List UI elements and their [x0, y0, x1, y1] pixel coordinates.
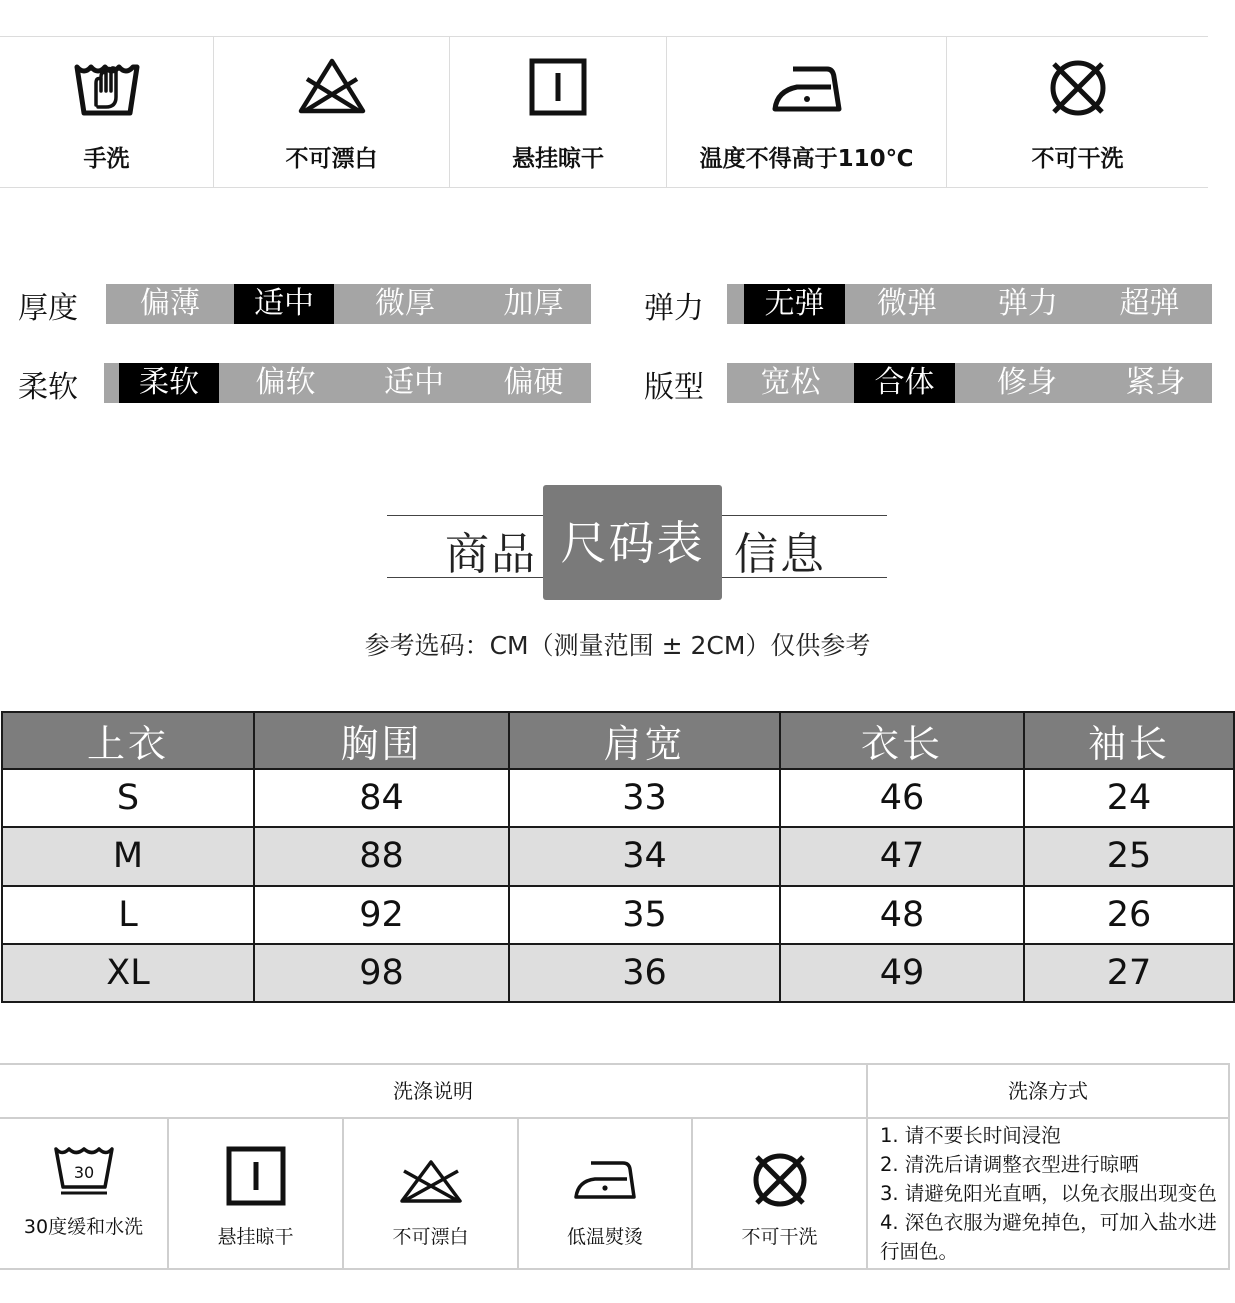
table-cell: 92	[254, 886, 509, 944]
wash-instructions-header: 洗涤说明	[393, 1079, 473, 1103]
table-cell: 88	[254, 827, 509, 885]
thickness-option-selected: 适中	[234, 284, 334, 324]
hand-wash-icon	[74, 57, 140, 117]
header-cell: 肩宽	[509, 712, 780, 769]
wash-hang-dry-cell	[169, 1119, 342, 1268]
reference-note: 参考选码：CM（测量范围 ± 2CM）仅供参考	[364, 631, 871, 660]
table-cell: 98	[254, 944, 509, 1002]
table-cell: 26	[1024, 886, 1234, 944]
wash-label: 低温熨烫	[566, 1226, 643, 1248]
thickness-label: 厚度	[18, 291, 78, 326]
header-cell: 胸围	[254, 712, 509, 769]
wash-methods-header: 洗涤方式	[1008, 1079, 1088, 1103]
fit-option: 紧身	[1125, 365, 1186, 400]
care-hand-wash	[0, 37, 213, 187]
elasticity-scale	[727, 284, 1212, 324]
table-cell: 35	[509, 886, 780, 944]
wash-note: 3. 请避免阳光直晒，以免衣服出现变色	[880, 1182, 1217, 1205]
care-no-dry-clean	[947, 37, 1208, 187]
care-icon-strip	[0, 36, 1208, 188]
table-cell: 33	[509, 769, 780, 827]
wash-methods-list	[880, 1121, 1226, 1266]
elasticity-option-selected: 无弹	[744, 284, 845, 324]
table-row	[2, 944, 1234, 1002]
softness-option: 偏软	[255, 365, 316, 400]
softness-option: 偏硬	[503, 365, 564, 400]
care-no-bleach	[214, 37, 449, 187]
header-cell: 上衣	[2, 712, 254, 769]
title-center: 尺码表	[560, 516, 705, 570]
softness-option: 适中	[384, 365, 444, 400]
table-cell: S	[2, 769, 254, 827]
header-cell: 袖长	[1024, 712, 1234, 769]
wash-label: 不可漂白	[392, 1226, 469, 1248]
fit-option: 宽松	[760, 365, 821, 400]
table-row	[2, 769, 1234, 827]
table-row	[2, 886, 1234, 944]
table-cell: L	[2, 886, 254, 944]
wash-label: 悬挂晾干	[217, 1226, 294, 1248]
thickness-scale	[106, 284, 591, 324]
wash-note: 4. 深色衣服为避免掉色，可加入盐水进	[880, 1211, 1217, 1234]
care-iron	[667, 37, 946, 187]
softness-label: 柔软	[18, 370, 78, 405]
no-bleach-icon	[398, 1159, 464, 1205]
table-cell: 47	[780, 827, 1024, 885]
table-row	[2, 827, 1234, 885]
elasticity-option: 超弹	[1119, 286, 1180, 321]
wash-note: 行固色。	[880, 1240, 959, 1263]
table-cell: M	[2, 827, 254, 885]
thickness-option: 偏薄	[140, 286, 200, 321]
table-cell: 24	[1024, 769, 1234, 827]
care-label: 不可漂白	[285, 146, 378, 172]
table-cell: 25	[1024, 827, 1234, 885]
size-table	[1, 711, 1235, 1003]
table-cell: 49	[780, 944, 1024, 1002]
no-dry-clean-icon	[1047, 57, 1109, 119]
wash-no-dry-clean-cell	[693, 1119, 866, 1268]
title-left: 商品	[445, 529, 537, 580]
table-cell: 48	[780, 886, 1024, 944]
care-label: 不可干洗	[1031, 146, 1124, 172]
care-label: 手洗	[83, 146, 130, 172]
header-cell: 衣长	[780, 712, 1024, 769]
wash-note: 2. 清洗后请调整衣型进行晾晒	[880, 1153, 1139, 1176]
thickness-option: 加厚	[503, 286, 564, 321]
thickness-option: 微厚	[375, 286, 435, 321]
no-bleach-icon	[297, 57, 367, 115]
wash-label: 不可干洗	[741, 1226, 818, 1248]
wash-low-iron-cell	[519, 1119, 691, 1268]
size-table-header-row	[2, 712, 1234, 769]
fit-option-selected: 合体	[854, 363, 955, 403]
hang-dry-icon	[528, 57, 588, 117]
wash-no-bleach-cell	[344, 1119, 517, 1268]
no-dry-clean-icon	[749, 1149, 811, 1211]
title-right: 信息	[734, 529, 826, 580]
table-cell: 84	[254, 769, 509, 827]
softness-scale	[104, 363, 591, 403]
wash-temp-text: 30	[73, 1163, 94, 1182]
wash-label: 30度缓和水洗	[23, 1216, 144, 1238]
hang-dry-icon	[225, 1145, 287, 1207]
wash-instructions	[0, 1063, 1230, 1270]
softness-option-selected: 柔软	[119, 363, 219, 403]
low-iron-icon	[573, 1157, 637, 1203]
iron-icon	[771, 57, 843, 117]
elasticity-option: 微弹	[877, 286, 937, 321]
table-cell: XL	[2, 944, 254, 1002]
table-cell: 46	[780, 769, 1024, 827]
care-label: 悬挂晾干	[512, 146, 604, 172]
fit-label: 版型	[644, 370, 704, 405]
elasticity-option: 弹力	[998, 286, 1058, 321]
fit-scale	[727, 363, 1212, 403]
elasticity-label: 弹力	[644, 291, 704, 326]
table-cell: 27	[1024, 944, 1234, 1002]
wash-30-cell	[0, 1119, 167, 1268]
wash-note: 1. 请不要长时间浸泡	[880, 1124, 1061, 1147]
title-box	[543, 485, 722, 600]
divider	[866, 1065, 868, 1268]
care-label: 温度不得高于110℃	[699, 146, 914, 172]
care-hang-dry	[450, 37, 666, 187]
wash-30-icon	[53, 1143, 115, 1199]
table-cell: 34	[509, 827, 780, 885]
table-cell: 36	[509, 944, 780, 1002]
fit-option: 修身	[997, 365, 1057, 400]
